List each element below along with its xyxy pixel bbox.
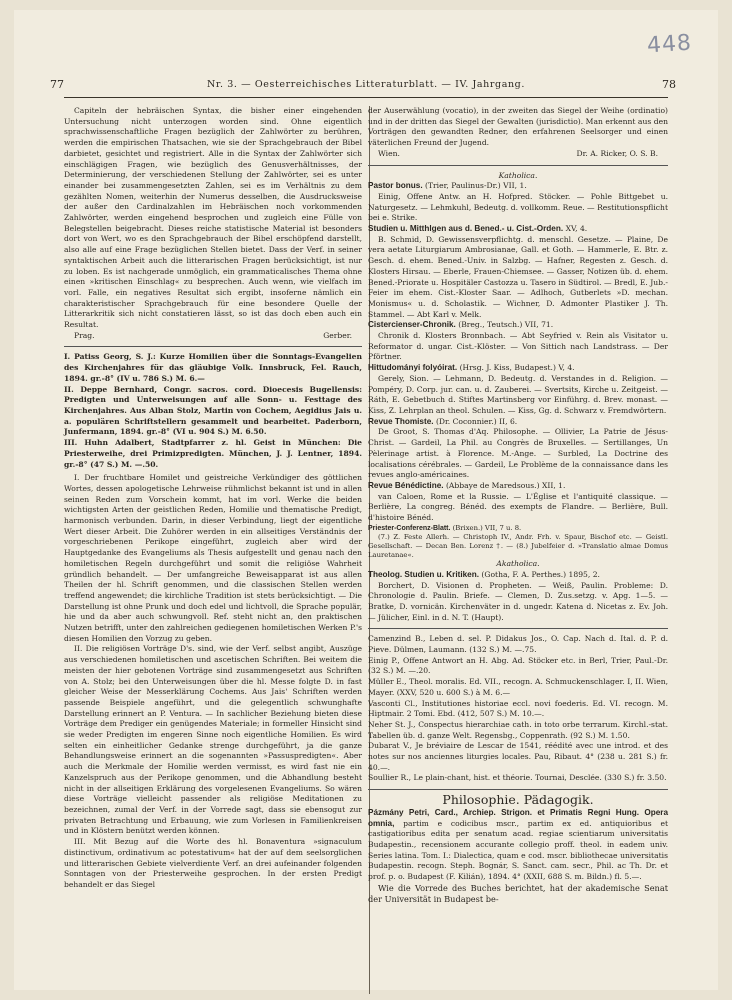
book-listing: Soullier R., Le plain-chant, hist. et théorie. Tournai, Desclée. (330 S.) fr. 3.50. <box>368 773 667 783</box>
journal-contents: van Caloen, Rome et la Russie. — L'Église et l'antiquité classique. — Berlière, La congreg. Bénéd. des exempts de Flandre. — Berlière, Bull. d'histoire Bénéd. <box>368 491 668 523</box>
book-entry-3: III. Huhn Adalbert, Stadtpfarrer z. hl. Geist in München: Die Priesterweihe, drei Primizpredigten. München, J. J. Lentner, 1894. gr.-8° (47 S.) M. —.50. <box>64 438 362 469</box>
review-signature <box>64 331 362 342</box>
journal-meta: (Brixen.) VII, 7 u. 8. <box>452 523 522 532</box>
journal-title: Theolog. Studien u. Kritiken. <box>368 569 479 579</box>
signature-name: Gerber. <box>323 330 352 340</box>
journal-title: Revue Bénédictine. <box>368 480 444 490</box>
right-column <box>368 106 668 905</box>
review-paragraph: Capiteln der hebräischen Syntax, die bisher einer eingehenden Untersuchung nicht unterzogen worden sind. Ohne eigentlich sprachwissenschaftliche Fragen bezüglich der Zahlwörter zu berühren, werden die empirischen Thatsachen, wie sie der Sprachgebrauch der Bibel darbietet, gesichtet und registriert. Alle in die Syntax der Zahlwörter sich einschlägigen Fragen, wie bezüglich des Genusverhältnisses, der Determinierung, der verschiedenen Stellung der Zahlwörter, sei es unter einander bei zusammengesetzten Zahlen, sei es im Verhältnis zu dem gezählten Nomen, weiterhin der Numerus desselben, die Ausdrucksweise der außer den Cardinalzahlen im Hebräischen noch vorkommenden Zahlwörter, werden eingehend besprochen und zugleich eine Fülle von Belegstellen beigebracht. Dieses reiche statistische Material ist besonders dort von Wert, wo es den Sprachgebrauch der Bibel erschöpfend darstellt, also alle auf eine Frage bezüglichen Stellen bietet. Dass der Verf. in seiner syntaktischen Arbeit auch die litterarischen Fragen berücksichtigt, ist nur zu loben. Es ist nachgerade unmöglich, ein grammaticalisches Thema ohne einen »kritischen Einschlag« zu besprechen. Auch wenn, wie vielfach im vorl. Falle, ein negatives Resultat sich ergibt, insoferne nämlich ein charakteristischer Sprachgebrauch für eine besondere Quelle der Litterarkritik sich nicht constatieren lässt, so ist das doch eben auch ein Resultat. <box>64 106 362 330</box>
journal-title: Cistercienser-Chronik. <box>368 320 456 330</box>
journal-meta: (Abbaye de Maredsous.) XII, 1. <box>445 480 566 490</box>
page-number-right: 78 <box>662 78 676 91</box>
book-listing: Vasconti Cl., Institutiones historiae eccl. novi foederis. Ed. VI. recogn. M. Hiptmair. 2 Tomi. Ebd. (412, 507 S.) M. 10.—. <box>368 698 668 719</box>
journal-meta: XV, 4. <box>565 224 588 234</box>
page-number-left: 77 <box>50 78 64 91</box>
review-paragraph-3: III. Mit Bezug auf die Worte des hl. Bonaventura »signaculum distinctivum, ordinativum ac potestativum« hat der auf dem seelsorglichen und litterarischen Gebiete vielverdiente Verf. an drei aufeinander folgenden Sonntagen von der Priesterweihe gesprochen. In der ersten Predigt behandelt er das Siegel <box>64 837 362 889</box>
journal-meta: (Hrsg. J. Kiss, Budapest.) V, 4. <box>459 363 575 373</box>
section-rule <box>368 789 668 790</box>
journal-title: Pastor bonus. <box>368 181 423 191</box>
signature-place: Prag. <box>74 330 95 340</box>
journal-meta: (Breg., Teutsch.) VII, 71. <box>458 320 554 330</box>
review-paragraph-2: II. Die religiösen Vorträge D's. sind, wie der Verf. selbst angibt, Auszüge aus verschiedenen homiletischen und ascetischen Schriften. Bei weitem die meisten der hier gebotenen Vorträge sind zusammengesetzt aus Schriften von A. Stolz; bei den Unterweisungen über die hl. Messe folgte D. in fast gleicher Weise der Messerklärung Cochems. Aus Jais' Schriften werden passende Beispiele angeführt, und die gelegentlich schwunghafte Darstellung erinnert an P. Ventura. — In sachlicher Beziehung bieten diese Vorträge dem Prediger ein genügendes Materiale; in formeller Hinsicht sind sie weder Predigten im engeren Sinne noch eigentliche Homilien. Es wird selten ein einheitlicher Gedanke strenge durchgeführt, ja die ganze Behandlungsweise erinnert an die sogenannten »Passuspredigten«. Aber auch die Merkmale der Homilie werden vermisst, es wird fast nie ein Kanzelspruch aus der Perikope genommen, und die Abhandlung besteht nicht in der allseitigen Erklärung des vorgelesenen Evangeliums. So wären diese Vorträge vielleicht passender als religiöse Meditationen zu bezeichnen, zumal der Verf. in der Vorrede sagt, dass sie ebensogut zur privaten Betrachtung und Erbauung, wie zum Vorlesen in Familienkreisen und in Klöstern benützt werden können. <box>64 644 362 836</box>
journal-contents: De Groot, S. Thomas d'Aq. Philosophe. — Ollivier, La Patrie de Jésus-Christ. — Gardeil, La Phil. au Congrès de Bruxelles. — Sertillanges, Un Pèlerinage artist. à Florence. M.-Ange. — Surbled, La Doctrine des localisations cérébrales. — Gardeil, Le Problème de la connaissance dans les revues anglo-américaines. <box>368 427 668 480</box>
entry-title: Pázmány Petri, Card., Archiep. Strigon. et Primatis Regni Hung. Opera omnia, <box>368 807 668 828</box>
newspaper-page <box>14 10 718 990</box>
signature-name: Dr. A. Ricker, O. S. B. <box>576 148 658 158</box>
book-entry <box>368 808 668 883</box>
journal-contents: Einig, Offene Antw. an H. Hofpred. Stöcker. — Pohle Bittgebet u. Naturgesetz. — Lehmkuhl, Bedeutg. d. vollkomm. Reue. — Restitutionspflicht bei e. Strike. <box>368 191 668 223</box>
section-rule <box>368 628 668 629</box>
review-paragraph: Wie die Vorrede des Buches berichtet, hat der akademische Senat der Universität in Budapest be- <box>368 882 668 904</box>
book-entry-2: II. Deppe Bernhard, Congr. sacros. cord. Dioecesis Bugellensis: Predigten und Unterweisungen auf alle Sonn- u. Festtage des Kirchenjahres. Aus Alban Stolz, Martin von Cochem, Aegidius Jais u. a. populären Schriftstellern gesammelt und bearbeitet. Paderborn, Junfermann, 1894. gr.-8° (VI u. 904 S.) M. 6.50. <box>64 384 362 437</box>
journal-entry <box>368 363 668 374</box>
signature-place: Wien. <box>378 148 400 158</box>
journal-title: Studien u. Mitthlgen aus d. Bened.- u. Cist.-Orden. <box>368 224 564 234</box>
journal-entry <box>368 320 668 331</box>
journal-meta: (Gotha, F. A. Perthes.) 1895, 2. <box>481 569 600 579</box>
section-rule <box>368 165 668 166</box>
book-listing: Einig P., Offene Antwort an H. Abg. Ad. Stöcker etc. in Berl, Trier, Paul.-Dr. (32 S.) M. —.20. <box>368 655 668 676</box>
journal-title: Revue Thomiste. <box>368 416 434 426</box>
journal-entry <box>368 570 668 581</box>
akatholica-heading: Akatholica. <box>496 559 540 569</box>
review-continuation: der Auserwählung (vocatio), in der zweiten das Siegel der Weihe (ordinatio) und in der dritten das Siegel der Gewalten (jurisdictio). Man erkennt aus den Vorträgen den gewandten Redner, den erfahrenen Seelsorger und einen väterlichen Freund der Jugend. <box>368 106 668 148</box>
journal-entry <box>368 481 668 492</box>
book-listing: Neher St. J., Conspectus hierarchiae cath. in toto orbe terrarum. Kirchl.-stat. Tabellen üb. d. ganze Welt. Regensbg., Coppenrath. (92 S.) M. 1.50. <box>368 719 668 740</box>
review-signature-right <box>368 149 668 160</box>
journal-meta: (Trier, Paulinus-Dr.) VII, 1. <box>425 181 527 191</box>
entry-details: partim e codicibus mscr., partim ex ed. antiquioribus et castigatioribus edita per senatum acad. regiae scientiarum universitatis Budapestin., recensionem accurante collegio proff. theol. in eadem univ. Series latina. Tom. I.: Dialectica, quam e cod. mscr. bibliothecae universitatis Budapestin. recogn. Steph. Bognár, S. Sanct. cam. secr., Phil. ac Th. Dr. et prof. p. o. Budapest (F. Kilián), 1894. 4° (XXII, 688 S. m. Bildn.) fl. 5.—. <box>368 818 668 882</box>
journal-meta: (Dr. Coconnier.) II, 6. <box>435 416 518 426</box>
book-listing: Müller E., Theol. moralis. Ed. VII., recogn. A. Schmuckenschlager. I, II. Wien, Mayer. (XXV, 520 u. 600 S.) à M. 6.— <box>368 677 668 697</box>
left-column <box>64 106 362 891</box>
journal-contents: Borchert, D. Visionen d. Propheten. — Weiß, Paulin. Probleme: D. Chronologie d. Paulin. Briefe. — Clemen, D. Zus.setzg. v. Apg. 1—5. — Bratke, D. vornicän. Kirchenväter in d. ungedr. Katena d. Nicetas z. Ev. Joh. — Jülicher, Einl. in d. N. T. (Haupt). <box>368 580 668 622</box>
book-entry-1: I. Patiss Georg, S. J.: Kurze Homilien über die Sonntags-Evangelien des Kirchenjahres für das gläubige Volk. Innsbruck, Fel. Rauch, 1894. gr.-8° (IV u. 786 S.) M. 6.— <box>64 352 362 383</box>
journal-title: Priester-Conferenz-Blatt. <box>368 524 451 532</box>
katholica-heading: Katholica. <box>498 170 538 180</box>
book-listing: Dubarat V., Je bréviaire de Lescar de 1541, réédité avec une introd. et des notes sur nos anciennes liturgies locales. Pau, Ribaut. 4° (238 u. 281 S.) fr. 40.—. <box>368 741 668 772</box>
header-rule <box>64 97 668 98</box>
handwritten-number: 448 <box>646 30 693 59</box>
section-rule <box>64 346 362 347</box>
journal-contents: Gerely, Sion. — Lehmann, D. Bedeutg. d. Verstandes in d. Religion. — Pompéry, D. Corp. jur. can. u. d. Zauberei. — Svertsits, Kirche u. Zeitgeist. — Ráth, E. Gebetbuch d. Stiftes Martinsberg vor Einführg. d. Brev. monast. — Kiss, Z. Lehrplan an theol. Schulen. — Kiss, Gg. d. Schwarz v. Fremdwörtern. <box>368 373 668 415</box>
journal-entry <box>368 417 668 428</box>
journal-entry <box>368 524 668 534</box>
journal-contents: Chronik d. Klosters Bronnbach. — Abt Seyfried v. Rein als Visitator u. Reformator d. ungar. Cist.-Klöster. — Von Sittich nach Landstrass. — Der Pförtner. <box>368 331 668 362</box>
journal-contents: B. Schmid, D. Gewissensverpflichtg. d. menschl. Gesetze. — Plaine, De vera aetate Liturgiarum Ambrosianae, Gall. et Goth. — Hammerle, E. Btr. z. Gesch. d. ehem. Bened.-Univ. in Salzbg. — Hafner, Regesten z. Gesch. d. Klosters Hirsau. — Eberle, Frauen-Chiemsee. — Gasser, Notizen üb. d. ehem. Bened.-Priorate u. Hospitäler Castozza u. Tasero in Südtirol. — Bredl, E. Jub.-Feier im ehem. Cist.-Kloster Saar. — Adlhoch, Gutberlets »D. mechan. Monismus« u. d. Scholastik. — Wichner, D. Admonter Plastiker J. Th. Stammel. — Abt Karl v. Melk. <box>368 234 668 319</box>
review-paragraph-1: I. Der fruchtbare Homilet und geistreiche Verkündiger des göttlichen Wortes, dessen apologetische Lehrweise rühmlichst bekannt ist und in allen seinen Reden zum Vorschein kommt, hat im vorl. Werke die beiden wichtigsten Arten der geistlichen Reden, Homilie und thematische Predigt, harmonisch verbunden. Darin, in dieser Verbindung, liegt der eigentliche Wert dieser Arbeit. Die Zuhörer werden in ein allseitiges Verständnis der vorgeschriebenen Perikope eingeführt, zugleich aber wird der Hauptgedanke des Evangeliums als Thesis aufgestellt und genau nach den homiletischen Regeln durchgeführt und somit die religiöse Wahrheit gründlich behandelt. — Der umfangreiche Beweisapparat ist aus allen Theilen der hl. Schrift genommen, und die classischen Stellen werden treffend angewendet; die kirchliche Tradition ist stets berücksichtigt. — Die Darstellung ist ohne Prunk und doch edel und lichtvoll, die Sprache populär, hie und da aber auch schwungvoll. Ref. steht nicht an, den praktischen Nutzen betrifft, unter den zahlreichen gediegenen homiletischen Werken P.'s diesen Homilien den Vorzug zu geben. <box>64 473 362 643</box>
journal-title: Hittudományi folyóirat. <box>368 363 458 373</box>
section-title: Philosophie. Pädagogik. <box>442 792 594 808</box>
journal-contents: (7.) Z. Feste Allerh. — Christoph IV., Andr. Frh. v. Spaur, Bischof etc. — Geistl. Gesellschaft. — Decan Ben. Lorenz †. — (8.) Jubelfeier d. »Translatio almae Domus Lauretanae«. <box>368 533 668 559</box>
journal-entry <box>368 224 668 235</box>
book-listing: Camenzind B., Leben d. sel. P. Didakus Jos., O. Cap. Nach d. Ital. d. P. d. Pieve. Dülmen, Laumann. (132 S.) M. —.75. <box>368 634 668 655</box>
running-header: Nr. 3. — Oesterreichisches Litteraturblatt. — IV. Jahrgang. <box>207 79 525 90</box>
journal-entry <box>368 181 668 192</box>
